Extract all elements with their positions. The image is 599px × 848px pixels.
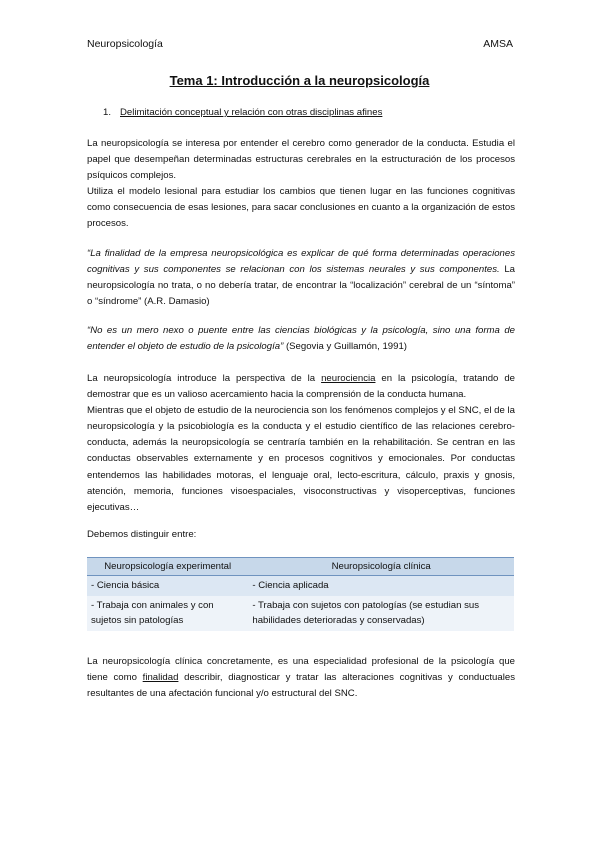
finalidad-link[interactable]: finalidad	[142, 672, 179, 684]
neurociencia-link[interactable]: neurociencia	[321, 373, 376, 384]
paragraph-2: Utiliza el modelo lesional para estudiar los cambios que tienen lugar en las funciones cognitivas como consecuencia de esas lesiones, para sacar conclusiones en cuanto a la organización de estos procesos.	[87, 186, 515, 230]
page-title: Tema 1: Introducción a la neuropsicología	[169, 73, 430, 88]
quote-segovia-italic: “No es un mero nexo o puente entre las ciencias biológicas y la psicología, sino una forma de entender el objeto de estudio de la psicología”	[87, 325, 515, 353]
quote-damasio	[87, 246, 515, 310]
distinguish-text	[87, 527, 515, 543]
distinguish-label: Debemos distinguir entre:	[87, 529, 197, 540]
quote-damasio-italic: “La finalidad de la empresa neuropsicológica es explicar de qué forma determinadas operaciones cognitivas y sus componentes se relacionan con los sistemas neurales y sus componentes.	[87, 248, 515, 276]
quote-damasio-rest: La neuropsicología no trata, o no debería tratar, de encontrar la “localización” cerebral de un “síntoma” o “síndrome” (A.R. Damasio)	[87, 264, 516, 308]
table-cell: - Trabaja con animales y con sujetos sin patologías	[87, 596, 248, 631]
comparison-table	[87, 557, 514, 631]
paragraph-5-before: La neuropsicología clínica concretamente, es una especialidad profesional de la psicología que tiene como	[87, 656, 515, 684]
paragraph-3	[87, 371, 515, 403]
table-cell: - Trabaja con sujetos con patologías (se estudian sus habilidades deterioradas y conservadas)	[248, 596, 514, 631]
clinical-paragraph	[87, 654, 515, 702]
table-header-experimental: Neuropsicología experimental	[87, 558, 248, 576]
paragraph-5	[87, 654, 515, 702]
section-heading	[103, 107, 382, 118]
table-header-clinical: Neuropsicología clínica	[248, 558, 514, 576]
paragraph-1: La neuropsicología se interesa por entender el cerebro como generador de la conducta. Estudia el papel que desempeñan determinadas estructuras cerebrales en la estructuración de los procesos psíquicos complejos.	[87, 138, 515, 182]
quote-segovia-rest: (Segovia y Guillamón, 1991)	[283, 341, 407, 353]
header-left: Neuropsicología	[87, 38, 163, 50]
quote-segovia	[87, 323, 515, 355]
intro-paragraphs	[87, 136, 515, 233]
section-text: Delimitación conceptual y relación con otras disciplinas afines	[120, 107, 383, 118]
paragraph-4: Mientras que el objeto de estudio de la neurociencia son los fenómenos complejos y el SNC, el de la neuropsicología y la psicobiología es la conducta y el estudio científico de las relaciones cerebro-conducta, además la neuropsicología se centraría también en la rehabilitación. Se centran en las conductas observables externamente y en procesos cognitivos y emocionales. Por conductas entendemos las habilidades motoras, el lenguaje oral, lecto-escritura, cálculo, praxis y gnosis, atención, memoria, funciones visoespaciales, visoconstructivas y visoperceptivas, funciones ejecutivas…	[87, 405, 515, 513]
table-cell: - Ciencia aplicada	[248, 576, 514, 596]
header-right: AMSA	[483, 38, 513, 50]
section-number: 1.	[103, 107, 112, 118]
table-row	[87, 596, 514, 631]
neuroscience-paragraphs	[87, 371, 515, 516]
table-cell: - Ciencia básica	[87, 576, 248, 596]
table-row	[87, 576, 514, 596]
table-header-row	[87, 558, 514, 576]
paragraph-5-after: describir, diagnosticar y tratar las alteraciones cognitivas y conductuales resultantes de una afectación funcional y/o estructural del SNC.	[87, 672, 515, 700]
paragraph-3-before: La neuropsicología introduce la perspectiva de la	[87, 373, 322, 384]
paragraph-3-after: en la psicología, tratando de demostrar que es un valioso acercamiento hacia la comprensión de la conducta humana.	[87, 373, 515, 401]
